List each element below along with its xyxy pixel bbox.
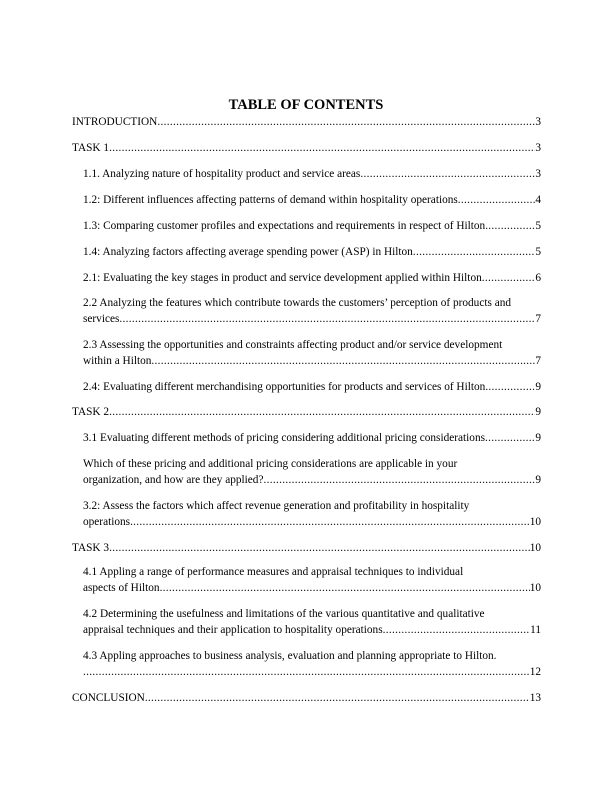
toc-entry[interactable]: [72, 404, 541, 420]
toc-page-number: 3: [535, 168, 541, 180]
toc-entry-text: 1.1. Analyzing nature of hospitality product and service areas: [83, 168, 361, 180]
toc-entry[interactable]: [83, 430, 541, 446]
toc-entry-text: CONCLUSION: [72, 692, 145, 704]
toc-entry[interactable]: [83, 270, 541, 286]
dot-leader: [458, 192, 536, 208]
toc-entry[interactable]: [83, 192, 541, 208]
toc-entry-text: 4.1 Appling a range of performance measures and appraisal techniques to individual: [83, 566, 464, 578]
toc-entry-text: within a Hilton: [83, 355, 152, 367]
toc-page-number: 5: [535, 220, 541, 232]
toc-page-number: 10: [529, 516, 541, 528]
toc-entry-text: INTRODUCTION: [72, 116, 158, 128]
toc-page-number: 3: [535, 142, 541, 154]
toc-page-number: 13: [529, 692, 541, 704]
toc-entry[interactable]: [72, 114, 541, 130]
dot-leader: [482, 270, 536, 286]
toc-entry-text: 1.3: Comparing customer profiles and expectations and requirements in respect of Hilton: [83, 220, 486, 232]
toc-page-number: 9: [535, 474, 541, 486]
toc-entry-text: 1.4: Analyzing factors affecting average spending power (ASP) in Hilton: [83, 246, 413, 258]
toc-page-number: 11: [530, 624, 541, 636]
dot-leader: [83, 664, 530, 680]
toc-title: TABLE OF CONTENTS: [228, 97, 384, 113]
toc-entry-text: 3.1 Evaluating different methods of pricing considering additional pricing considerations: [83, 432, 485, 444]
toc-entry[interactable]: [83, 498, 541, 530]
toc-entry-text: 4.2 Determining the usefulness and limitations of the various quantitative and qualitative: [83, 608, 485, 620]
dot-leader: [485, 218, 535, 234]
toc-page-number: 10: [529, 542, 541, 554]
dot-leader: [109, 140, 535, 156]
toc-entry[interactable]: [83, 648, 541, 680]
toc-page-number: 5: [535, 246, 541, 258]
dot-leader: [485, 379, 535, 395]
toc-page-number: 9: [535, 432, 541, 444]
dot-leader: [383, 622, 531, 638]
toc-entry[interactable]: [83, 379, 541, 395]
toc-entry-text: TASK 3: [72, 542, 110, 554]
toc-entry-text: services: [83, 313, 120, 325]
toc-entry[interactable]: [83, 218, 541, 234]
toc-entry-text: 1.2: Different influences affecting patterns of demand within hospitality operations: [83, 194, 458, 206]
dot-leader: [109, 404, 535, 420]
toc-entry[interactable]: [83, 295, 541, 327]
dot-leader: [151, 353, 535, 369]
toc-entry-text: aspects of Hilton: [83, 582, 160, 594]
dot-leader: [109, 540, 530, 556]
dot-leader: [119, 311, 535, 327]
toc-entry[interactable]: [83, 166, 541, 182]
toc-entry-text: Which of these pricing and additional pricing considerations are applicable in your: [83, 458, 458, 470]
dot-leader: [360, 166, 535, 182]
toc-entry-text: 2.3 Assessing the opportunities and constraints affecting product and/or service development: [83, 339, 503, 351]
dot-leader: [263, 472, 535, 488]
toc-entry-text: 2.2 Analyzing the features which contribute towards the customers’ perception of products and: [83, 297, 512, 309]
toc-entry[interactable]: [72, 540, 541, 556]
dot-leader: [130, 514, 530, 530]
dot-leader: [160, 580, 530, 596]
toc-page-number: 3: [535, 116, 541, 128]
toc-page-number: 4: [535, 194, 541, 206]
dot-leader: [157, 114, 535, 130]
toc-page-number: 10: [529, 582, 541, 594]
toc-entry[interactable]: [83, 606, 541, 638]
toc-entry[interactable]: [72, 140, 541, 156]
toc-page-number: 6: [535, 272, 541, 284]
toc-entry-text: 3.2: Assess the factors which affect revenue generation and profitability in hospitality: [83, 500, 470, 512]
toc-entry-text: 2.1: Evaluating the key stages in product and service development applied within Hilton: [83, 272, 482, 284]
toc-entry[interactable]: [72, 690, 541, 706]
dot-leader: [145, 690, 530, 706]
toc-entry[interactable]: [83, 244, 541, 260]
toc-entry-text: 2.4: Evaluating different merchandising opportunities for products and services of Hilton: [83, 381, 486, 393]
toc-page-number: 9: [535, 406, 541, 418]
toc-entry[interactable]: [83, 564, 541, 596]
toc-page-number: 9: [535, 381, 541, 393]
toc-entry-text: operations: [83, 516, 131, 528]
toc-entry-text: TASK 2: [72, 406, 110, 418]
toc-entry-text: 4.3 Appling approaches to business analysis, evaluation and planning appropriate to Hilton.: [83, 650, 497, 662]
toc-page-number: 7: [535, 355, 541, 367]
toc-page-number: 7: [535, 313, 541, 325]
toc-page-number: 12: [529, 666, 541, 678]
dot-leader: [485, 430, 535, 446]
toc-entry-text: TASK 1: [72, 142, 110, 154]
toc-entry-text: appraisal techniques and their application to hospitality operations: [83, 624, 383, 636]
dot-leader: [413, 244, 536, 260]
toc-entry[interactable]: [83, 456, 541, 488]
toc-entry[interactable]: [83, 337, 541, 369]
toc-entry-text: organization, and how are they applied?: [83, 474, 264, 486]
